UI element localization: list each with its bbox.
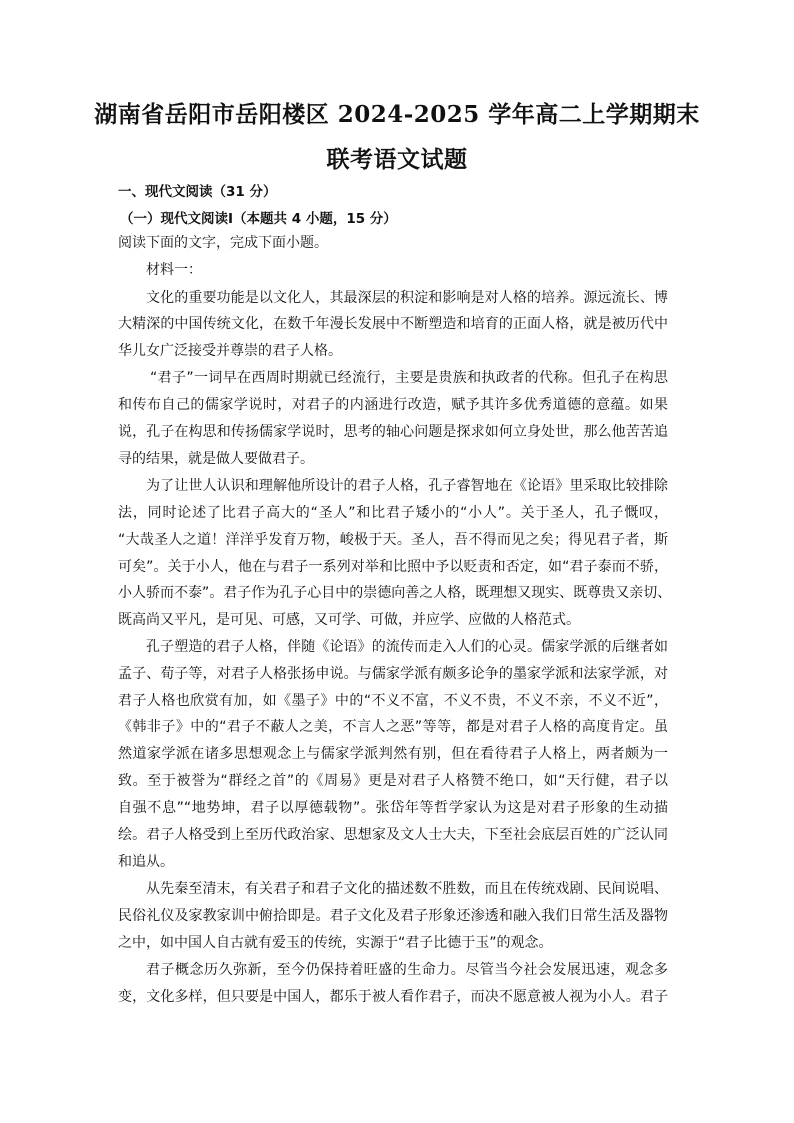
passage-line: 君子人格也欣赏有加，如《墨子》中的“不义不富，不义不贵，不义不亲，不义不近”， — [118, 693, 668, 709]
passage-line: 大精深的中国传统文化，在数千年漫长发展中不断塑造和培育的正面人格，就是被历代中 — [118, 316, 668, 332]
passage-line: 绘。君子人格受到上至历代政治家、思想家及文人士大夫，下至社会底层百姓的广泛认同 — [118, 827, 668, 843]
passage-line: 说，孔子在构思和传扬儒家学说时，思考的轴心问题是探求如何立身处世，那么他苦苦追 — [118, 424, 668, 440]
passage-line: “大哉圣人之道！洋洋乎发育万物，峻极于天。圣人，吾不得而见之矣；得见君子者，斯 — [118, 532, 668, 548]
section-heading: 一、现代文阅读（31 分） — [118, 184, 277, 200]
passage-line: 孔子塑造的君子人格，伴随《论语》的流传而走入人们的心灵。儒家学派的后继者如 — [146, 639, 668, 655]
passage-line: 孟子、荀子等，对君子人格张扬申说。与儒家学派有颇多论争的墨家学派和法家学派，对 — [118, 666, 668, 682]
passage-line: 从先秦至清末，有关君子和君子文化的描述数不胜数，而且在传统戏剧、民间说唱、 — [146, 881, 668, 897]
passage-line: 致。至于被誉为“群经之首”的《周易》更是对君子人格赞不绝口，如“天行健，君子以 — [118, 773, 668, 789]
passage-line: 和传布自己的儒家学说时，对君子的内涵进行改造，赋予其许多优秀道德的意蕴。如果 — [118, 397, 668, 413]
passage-line: 民俗礼仪及家教家训中俯拾即是。君子文化及君子形象还渗透和融入我们日常生活及器物 — [118, 908, 668, 924]
passage-line: 文化的重要功能是以文化人，其最深层的积淀和影响是对人格的培养。源远流长、博 — [146, 290, 668, 306]
passage-line: 为了让世人认识和理解他所设计的君子人格，孔子睿智地在《论语》里采取比较排除 — [146, 478, 668, 494]
passage-line: 然道家学派在诸多思想观念上与儒家学派判然有别，但在看待君子人格上，两者颇为一 — [118, 746, 668, 762]
passage-line: 可矣”。关于小人，他在与君子一系列对举和比照中予以贬责和否定，如“君子泰而不骄， — [118, 559, 668, 575]
passage-line: 和追从。 — [118, 854, 174, 870]
passage-line: 变，文化多样，但只要是中国人，都乐于被人看作君子，而决不愿意被人视为小人。君子 — [118, 989, 668, 1005]
passage-line: 既高尚又平凡，是可见、可感，又可学、可做，并应学、应做的人格范式。 — [118, 612, 580, 628]
passage-line: 自强不息”“地势坤，君子以厚德载物”。张岱年等哲学家认为这是对君子形象的生动描 — [118, 800, 668, 816]
document-title-line-1: 湖南省岳阳市岳阳楼区 2024-2025 学年高二上学期期末 — [94, 101, 700, 128]
subsection-heading: （一）现代文阅读Ⅰ（本题共 4 小题，15 分） — [120, 211, 397, 227]
passage-line: 法，同时论述了比君子高大的“圣人”和比君子矮小的“小人”。关于圣人，孔子慨叹， — [118, 505, 668, 521]
passage-line: 《韩非子》中的“君子不蔽人之美，不言人之恶”等等，都是对君子人格的高度肯定。虽 — [118, 719, 668, 735]
instruction-text: 阅读下面的文字，完成下面小题。 — [118, 235, 328, 251]
passage-line: 君子概念历久弥新，至今仍保持着旺盛的生命力。尽管当今社会发展迅速，观念多 — [146, 962, 668, 978]
material-label: 材料一： — [146, 262, 202, 278]
passage-line: 寻的结果，就是做人要做君子。 — [118, 451, 314, 467]
passage-line: 之中，如中国人自古就有爱玉的传统，实源于“君子比德于玉”的观念。 — [118, 935, 553, 951]
document-title-line-2: 联考语文试题 — [326, 146, 468, 173]
passage-line: “君子”一词早在西周时期就已经流行，主要是贵族和执政者的代称。但孔子在构思 — [150, 370, 668, 386]
passage-line: 华儿女广泛接受并尊崇的君子人格。 — [118, 343, 342, 359]
passage-line: 小人骄而不泰”。君子作为孔子心目中的崇德向善之人格，既理想又现实、既尊贵又亲切、 — [118, 585, 672, 601]
